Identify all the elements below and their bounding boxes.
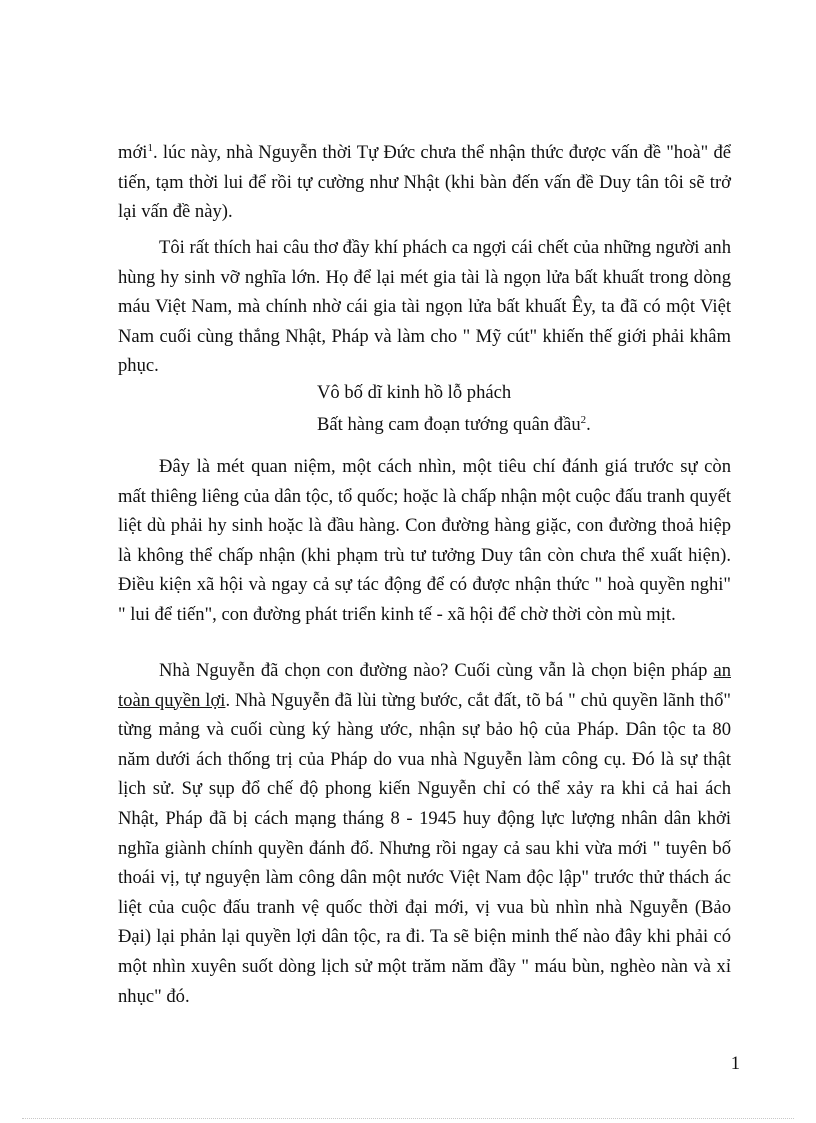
page-number: 1 [730, 1053, 740, 1074]
paragraph-1-start: mới [118, 142, 148, 163]
paragraph-3: Đây là mét quan niệm, một cách nhìn, một tiêu chí đánh giá trước sự còn mất thiêng liêng của dân tộc, tổ quốc; hoặc là chấp nhận một cuộc đấu tranh quyết liệt dù phải hy sinh hoặc là đầu hàng. Con đường hàng giặc, con đường thoả hiệp là không thể chấp nhận (khi phạm trù tư tưởng Duy tân còn chưa thể xuất hiện). Điều kiện xã hội và ngay cả sự tác động để có được nhận thức " hoà quyền nghi" " lui để tiến", con đường phát triển kinh tế - xã hội để chờ thời còn mù mịt. [118, 456, 731, 625]
poem-line-2-text: Bất hàng cam đoạn tướng quân đầu [317, 413, 581, 435]
page-bottom-divider [22, 1118, 794, 1119]
paragraph-4-rest: . Nhà Nguyễn đã lùi từng bước, cắt đất, tõ bá " chủ quyền lãnh thổ" từng mảng và cuối cùng ký hàng ước, nhận sự bảo hộ của Pháp. Dân tộc ta 80 năm dưới ách thống trị của Pháp do vua nhà Nguyễn làm công cụ. Đó là sự thật lịch sử. Sự sụp đổ chế độ phong kiến Nguyễn chỉ có thể xảy ra khi cả hai ách Nhật, Pháp đã bị cách mạng tháng 8 - 1945 huy động lực lượng nhân dân khởi nghĩa giành chính quyền đánh đổ. Nhưng rồi ngay cả sau khi vừa mới " tuyên bố thoái vị, tự nguyện làm công dân một nước Việt Nam độc lập" trước thử thách ác liệt của cuộc đấu tranh vệ quốc thời đại mới, vị vua bù nhìn nhà Nguyễn (Bảo Đại) lại phản lại quyền lợi dân tộc, ra đi. Ta sẽ biện minh thế nào đây khi phải có một nhìn xuyên suốt dòng lịch sử một trăm năm đầy " máu bùn, nghèo nàn và xỉ nhục" đó. [118, 689, 731, 1007]
paragraph-1 [118, 138, 731, 227]
paragraph-2: Tôi rất thích hai câu thơ đầy khí phách ca ngợi cái chết của những người anh hùng hy sinh vỡ nghĩa lớn. Họ để lại mét gia tài là ngọn lửa bất khuất trong dòng máu Việt Nam, mà chính nhờ cái gia tài ngọn lửa bất khuất Êy, ta đã có một Việt Nam cuối cùng thắng Nhật, Pháp và làm cho " Mỹ cút" khiến thế giới phải khâm phục. [118, 237, 731, 377]
poem [118, 378, 731, 439]
footnote-ref-2[interactable]: 2 [580, 413, 587, 426]
poem-line-2-end: . [586, 413, 591, 435]
paragraph-4-start: Nhà Nguyễn đã chọn con đường nào? Cuối cùng vẫn là chọn biện pháp [159, 660, 714, 681]
footnote-ref-1[interactable]: 1 [147, 141, 153, 154]
poem-line-2 [118, 410, 731, 440]
underlined-phrase: an toàn quyền lợi [118, 660, 731, 711]
paragraph-4 [118, 656, 731, 1011]
poem-line-1: Vô bố dĩ kinh hồ lỗ phách [317, 382, 512, 403]
paragraph-1-rest: . lúc này, nhà Nguyễn thời Tự Đức chưa thể nhận thức được vấn đề "hoà" để tiến, tạm thời lui để rồi tự cường như Nhật (khi bàn đến vấn đề Duy tân tôi sẽ trở lại vấn đề này). [118, 142, 731, 223]
